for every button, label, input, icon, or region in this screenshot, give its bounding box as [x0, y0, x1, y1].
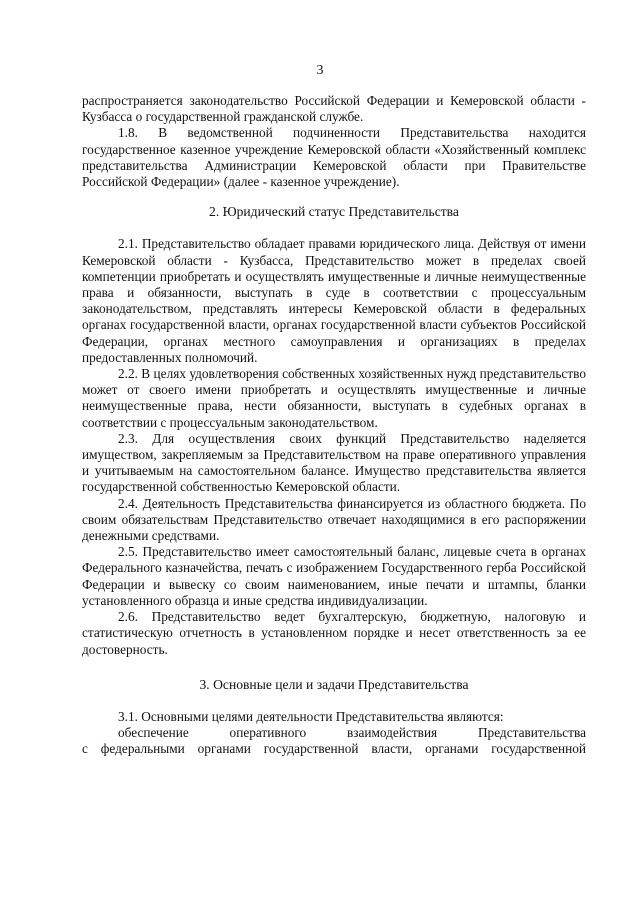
page-number: 3	[316, 63, 324, 78]
paragraph-2-3: 2.3. Для осуществления своих функций Представительство наделяется имуществом, закрепляемым за Представительством на праве оперативного управления и учитываемым на самостоятельном балансе. Имущество представительства является государственной собственностью Кемеровской области.	[82, 430, 586, 495]
paragraph-2-5: 2.5. Представительство имеет самостоятельный баланс, лицевые счета в органах Федерального казначейства, печать с изображением Государственного герба Российской Федерации и вывеску со своим наименованием, иные печати и штампы, бланки установленного образца и иные средства индивидуализации.	[82, 544, 586, 608]
document-body	[82, 93, 586, 758]
paragraph-2-4: 2.4. Деятельность Представительства финансируется из областного бюджета. По своим обязательствам Представительство отвечает находящимися в его распоряжении денежными средствами.	[82, 495, 586, 544]
paragraph-1-8: 1.8. В ведомственной подчиненности Представительства находится государственное казенное учреждение Кемеровской области «Хозяйственный комплекс представительства Администрации Кемеровской области при Правительстве Российской Федерации» (далее - казенное учреждение).	[82, 125, 586, 190]
list-item-line-2: с федеральными органами государственной власти, органами государственной	[82, 741, 586, 757]
paragraph-2-2: 2.2. В целях удовлетворения собственных хозяйственных нужд представительство может от своего имени приобретать и осуществлять имущественные и личные неимущественные права, нести обязанности, выступать в судебных органах в соответствии с процессуальным законодательством.	[82, 366, 586, 430]
paragraph-3-1: 3.1. Основными целями деятельности Представительства являются:	[118, 708, 504, 724]
paragraph-2-1: 2.1. Представительство обладает правами юридического лица. Действуя от имени Кемеровской области - Кузбасса, Представительство может в пределах своей компетенции приобретать и осуществлять имущественные и личные неимущественные права и обязанности, выступать в суде в соответствии с процессуальным законодательством, представлять интересы Кемеровской области в федеральных органах государственной власти, органах государственной власти субъектов Российской Федерации, органах местного самоуправления и организациях в пределах предоставленных полномочий.	[82, 236, 586, 365]
paragraph-continuation: распространяется законодательство Российской Федерации и Кемеровской области - Кузбасса о государственной гражданской службе.	[82, 93, 586, 125]
paragraph-2-6: 2.6. Представительство ведет бухгалтерскую, бюджетную, налоговую и статистическую отчетность в установленном порядке и несет ответственность за ее достоверность.	[82, 609, 586, 657]
section-heading-2: 2. Юридический статус Представительства	[209, 204, 459, 220]
list-item-line-1: обеспечение оперативного взаимодействия Представительства	[118, 725, 586, 741]
section-heading-3: 3. Основные цели и задачи Представительства	[199, 676, 469, 692]
